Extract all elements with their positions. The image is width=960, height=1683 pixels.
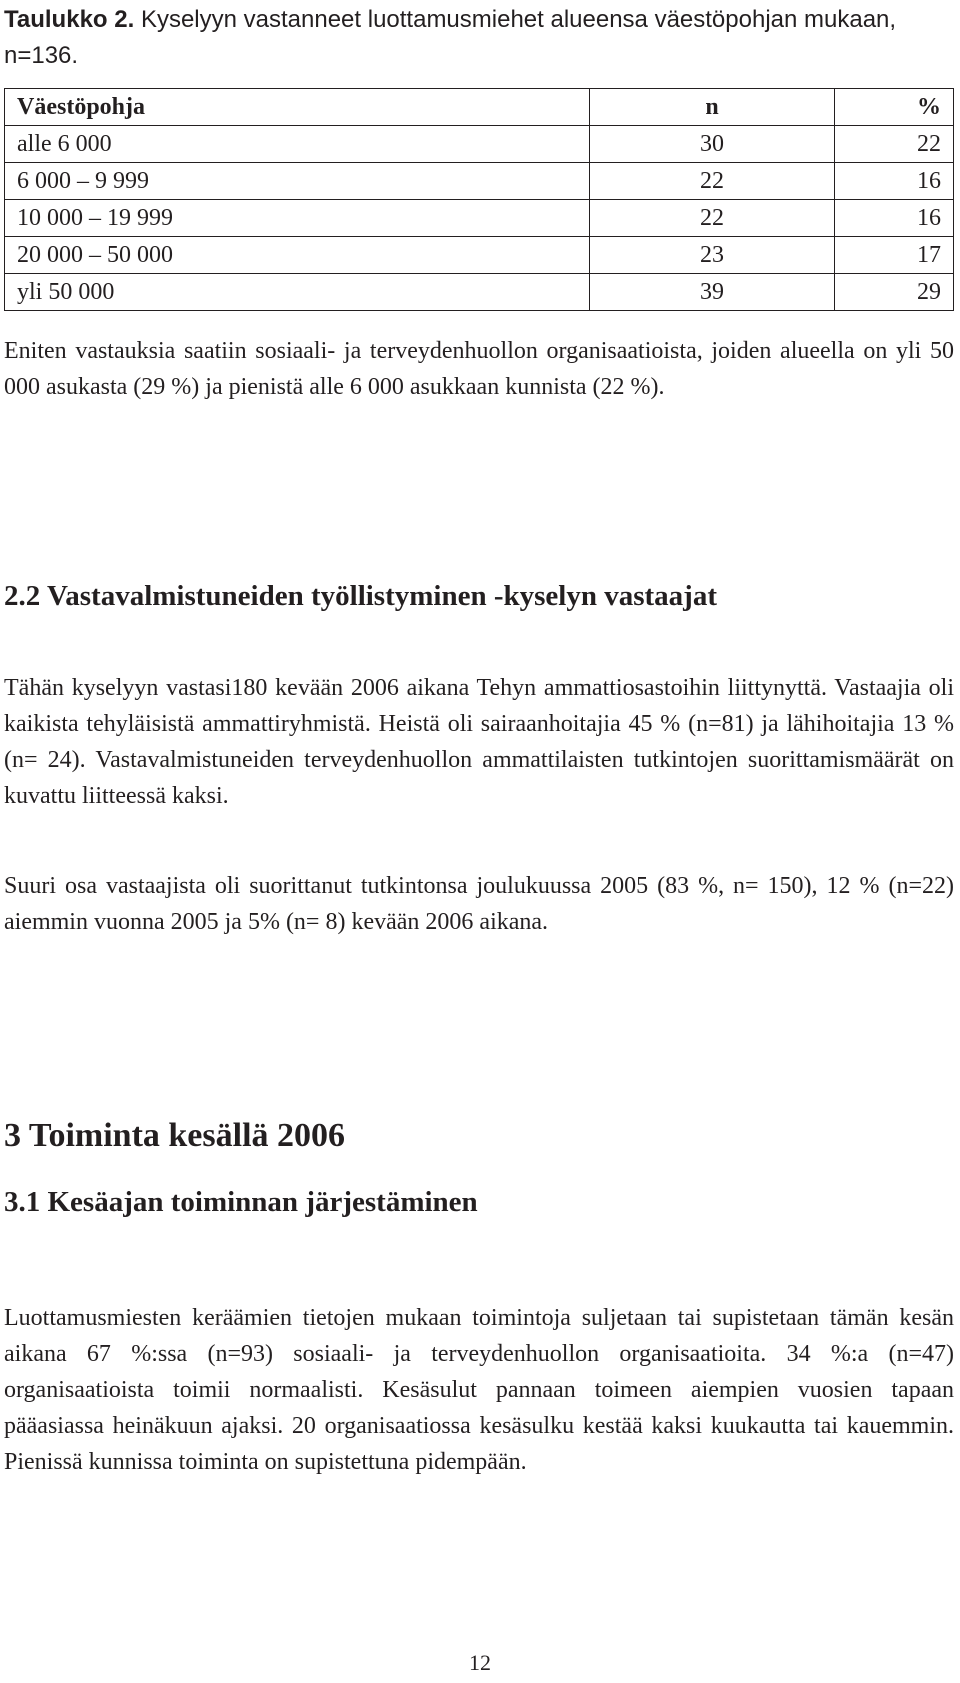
table-header-row <box>5 89 954 126</box>
table-cell-percent: 29 <box>835 274 954 311</box>
table-cell-percent: 17 <box>835 237 954 274</box>
heading-section-2-2: 2.2 Vastavalmistuneiden työllistyminen -kyselyn vastaajat <box>4 580 717 612</box>
column-header-population: Väestöpohja <box>5 89 590 126</box>
paragraph-respondents: Tähän kyselyyn vastasi180 kevään 2006 aikana Tehyn ammattiosastoihin liittynyttä. Vastaajia oli kaikista tehyläisistä ammattiryhmistä. Heistä oli sairaanhoitajia 45 % (n=81) ja lähihoitajia 13 % (n= 24). Vastavalmistuneiden terveydenhuollon ammattilaisten tutkintojen suorittamismäärät on kuvattu liitteessä kaksi. <box>4 675 954 809</box>
table-row <box>5 126 954 163</box>
table-cell-percent: 22 <box>835 126 954 163</box>
table-cell-n: 22 <box>590 200 835 237</box>
heading-chapter-3: 3 Toiminta kesällä 2006 <box>4 1117 346 1154</box>
heading-section-3-1: 3.1 Kesäajan toiminnan järjestäminen <box>4 1186 478 1218</box>
table-cell-population: yli 50 000 <box>5 274 590 311</box>
paragraph-summer-operations: Luottamusmiesten keräämien tietojen mukaan toimintoja suljetaan tai supistetaan tämän kesän aikana 67 %:ssa (n=93) sosiaali- ja terveydenhuollon organisaatioita. 34 %:a (n=47) organisaatioista toimii normaalisti. Kesäsulut pannaan toimeen aiempien vuosien tapaan pääasiassa heinäkuun ajaksi. 20 organisaatiossa kesäsulku kestää kaksi kuukautta tai kauemmin. Pienissä kunnissa toiminta on supistettuna pidempään. <box>4 1305 954 1475</box>
table-cell-n: 30 <box>590 126 835 163</box>
paragraph-population-summary: Eniten vastauksia saatiin sosiaali- ja terveydenhuollon organisaatioista, joiden alueella on yli 50 000 asukasta (29 %) ja pienistä alle 6 000 asukkaan kunnista (22 %). <box>4 338 954 400</box>
table-row <box>5 200 954 237</box>
table-cell-percent: 16 <box>835 200 954 237</box>
page-number: 12 <box>469 1650 491 1675</box>
table-caption-text: Kyselyyn vastanneet luottamusmiehet alueensa väestöpohjan mukaan, n=136. <box>4 6 897 69</box>
table-row <box>5 163 954 200</box>
table-caption-label: Taulukko 2. <box>4 6 135 33</box>
table-cell-population: 20 000 – 50 000 <box>5 237 590 274</box>
table-cell-population: 6 000 – 9 999 <box>5 163 590 200</box>
column-header-percent: % <box>835 89 954 126</box>
population-table <box>4 88 954 311</box>
table-row <box>5 237 954 274</box>
column-header-n: n <box>590 89 835 126</box>
table-cell-population: 10 000 – 19 999 <box>5 200 590 237</box>
table-cell-percent: 16 <box>835 163 954 200</box>
table-row <box>5 274 954 311</box>
table-cell-n: 23 <box>590 237 835 274</box>
table-caption <box>4 2 954 74</box>
paragraph-graduation: Suuri osa vastaajista oli suorittanut tutkintonsa joulukuussa 2005 (83 %, n= 150), 12 % (n=22) aiemmin vuonna 2005 ja 5% (n= 8) kevään 2006 aikana. <box>4 873 954 935</box>
table-cell-population: alle 6 000 <box>5 126 590 163</box>
table-cell-n: 22 <box>590 163 835 200</box>
table-cell-n: 39 <box>590 274 835 311</box>
